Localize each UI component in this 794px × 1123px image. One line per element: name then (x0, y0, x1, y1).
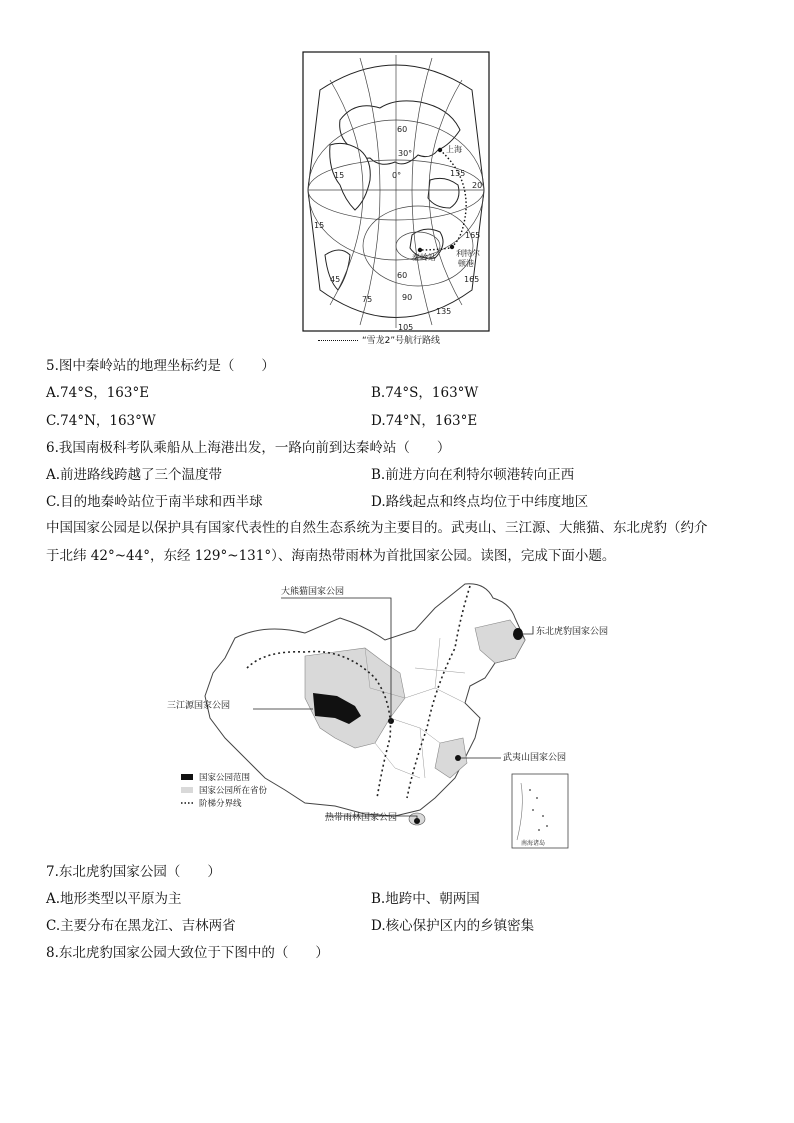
label-45: 45 (330, 275, 341, 284)
label-lat30: 30° (398, 149, 413, 158)
world-projection-map (300, 50, 492, 335)
q6-option-b[interactable]: B.前进方向在利特尔顿港转向正西 (371, 467, 575, 483)
q6-option-a[interactable]: A.前进路线跨越了三个温度带 (46, 467, 223, 483)
q7-option-b[interactable]: B.地跨中、朝两国 (371, 891, 480, 907)
label-lat60: 60 (397, 125, 408, 134)
label-135: 135 (450, 169, 466, 178)
legend-label-boundary: 阶梯分界线 (199, 799, 242, 809)
q5-stem: 5.图中秦岭站的地理坐标约是（ ） (46, 358, 275, 374)
south-sea-label: 南海诸岛 (521, 840, 546, 847)
figure1-caption-text: “雪龙2”号航行路线 (362, 336, 441, 346)
label-15b: 15 (314, 221, 325, 230)
q7-option-d[interactable]: D.核心保护区内的乡镇密集 (371, 918, 535, 934)
q6-stem: 6.我国南极科考队乘船从上海港出发，一路向前到达秦岭站（ ） (46, 440, 451, 456)
q6-option-d[interactable]: D.路线起点和终点均位于中纬度地区 (371, 494, 589, 510)
label-tiger-park: 东北虎豹国家公园 (536, 627, 609, 637)
label-shanghai: 上海 (446, 145, 462, 154)
legend-swatch-province (181, 787, 193, 793)
q7-option-c[interactable]: C.主要分布在黑龙江、吉林两省 (46, 918, 236, 934)
q5-option-b[interactable]: B.74°S，163°W (371, 385, 479, 401)
label-60s: 60 (397, 271, 408, 280)
lyttelton-point (450, 245, 454, 249)
map-legend (181, 772, 268, 809)
figure1-caption (318, 334, 440, 348)
south-sea-inset (512, 774, 568, 848)
label-135b: 135 (436, 307, 452, 316)
label-panda-park: 大熊猫国家公园 (281, 587, 345, 597)
label-lyttelton-2: 顿港 (458, 259, 474, 268)
q8-stem: 8.东北虎豹国家公园大致位于下图中的（ ） (46, 945, 329, 961)
legend-label-province: 国家公园所在省份 (199, 786, 268, 796)
legend-swatch-park (181, 774, 193, 780)
q5-option-c[interactable]: C.74°N，163°W (46, 413, 156, 429)
intro-line-1: 中国国家公园是以保护具有国家代表性的自然生态系统为主要目的。武夷山、三江源、大熊猫、东北虎豹（约介 (46, 520, 708, 536)
label-165b: 165 (464, 275, 480, 284)
label-sanjiangyuan-park: 三江源国家公园 (167, 701, 231, 711)
label-165a: 165 (465, 231, 481, 240)
label-rainforest-park: 热带雨林国家公园 (325, 813, 398, 823)
q6-option-c[interactable]: C.目的地秦岭站位于南半球和西半球 (46, 494, 263, 510)
label-20: 20 (472, 181, 483, 190)
q5-option-d[interactable]: D.74°N，163°E (371, 413, 478, 429)
label-zero: 0° (392, 171, 402, 180)
label-qinling: 秦岭站 (412, 253, 436, 262)
route-legend-line (318, 340, 358, 341)
q5-option-a[interactable]: A.74°S，163°E (46, 385, 150, 401)
legend-label-park: 国家公园范围 (199, 773, 251, 783)
intro-line-2: 于北纬 42°~44°，东经 129°~131°）、海南热带雨林为首批国家公园。读图，完成下面小题。 (46, 548, 616, 564)
label-105: 105 (398, 323, 414, 332)
label-wuyi-park: 武夷山国家公园 (503, 753, 567, 763)
qinling-point (418, 248, 422, 252)
shanghai-point (438, 148, 442, 152)
q7-option-a[interactable]: A.地形类型以平原为主 (46, 891, 182, 907)
label-90: 90 (402, 293, 413, 302)
label-75: 75 (362, 295, 373, 304)
label-lyttelton-1: 利特尔 (456, 249, 480, 258)
china-national-parks-map (165, 578, 609, 850)
label-15a: 15 (334, 171, 345, 180)
q7-stem: 7.东北虎豹国家公园（ ） (46, 864, 221, 880)
